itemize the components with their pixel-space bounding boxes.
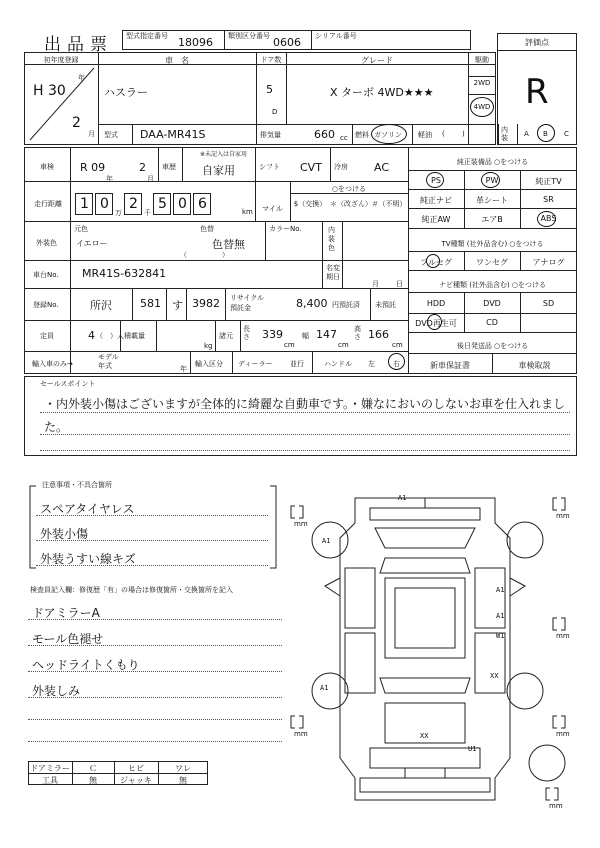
mark-a1-rl-wheel: A1	[320, 684, 329, 692]
grade: X ターボ 4WD★★★	[330, 86, 434, 99]
navi-dvd: DVD	[483, 299, 501, 308]
altered: ＊（改ざん）	[330, 200, 372, 208]
first-reg-month: 2	[72, 115, 81, 131]
form-number-label: 型式指定番号	[126, 32, 168, 40]
equip-tv: 純正TV	[535, 177, 562, 186]
recycle-unit: 円預託済	[332, 301, 360, 309]
tv-fullseg-circle	[426, 254, 440, 268]
width-label: 幅	[302, 332, 309, 340]
bt-mirror: ドアミラー	[30, 764, 70, 773]
mile-label: マイル	[262, 205, 283, 213]
equip-abs-circle	[537, 211, 556, 227]
orig-color-label: 元色	[74, 225, 88, 233]
equip-ps-circle	[426, 172, 444, 188]
reg-label: 登録No.	[33, 301, 59, 309]
navi-sd: SD	[542, 299, 555, 308]
car-name: ハスラー	[104, 86, 148, 99]
bt-tool: 工具	[42, 776, 58, 785]
drive-4wd: 4WD	[473, 103, 491, 111]
model-label: 型式	[104, 131, 118, 139]
inspection-month: 2	[139, 161, 146, 174]
fuel-circle	[371, 124, 407, 144]
capacity: 4	[88, 329, 95, 342]
mm-6: mm	[549, 802, 563, 810]
inspection-label: 車検	[40, 163, 54, 171]
model: DAA-MR41S	[140, 128, 206, 141]
tv-title: TV種類 (社外品含む) ○をつける	[441, 240, 544, 248]
later-manual: 車検取説	[518, 361, 551, 370]
equip-sr: SR	[543, 195, 554, 204]
mark-w1: W1	[496, 632, 505, 640]
recycle: 8,400	[296, 297, 328, 310]
length: 339	[262, 328, 283, 341]
inspector-item-4: 外装しみ	[32, 684, 81, 698]
recycle-label: リサイクル預託金	[230, 294, 265, 312]
class-number-box	[224, 30, 312, 50]
serial-box	[311, 30, 471, 50]
fuel: ガソリン	[374, 131, 402, 139]
mileage-label: 走行距離	[34, 200, 62, 208]
diagonal-slash	[24, 64, 98, 145]
equip-leather: 革シート	[476, 196, 508, 205]
bt-crack: ヒビ	[128, 764, 144, 773]
later-warranty: 新車保証書	[430, 361, 470, 370]
orig-color: イエロー	[76, 239, 108, 248]
mm-3: mm	[556, 632, 570, 640]
rating-label: 評価点	[525, 38, 549, 47]
interior-label: 内装	[501, 126, 508, 142]
mark-a1-front: A1	[398, 494, 407, 502]
navi-dvd-play-circle	[427, 314, 442, 330]
note-item-1: スペアタイヤレス	[40, 502, 135, 516]
grade-label: グレード	[361, 56, 393, 65]
bt-tool-val: 無	[89, 776, 97, 785]
sen-unit: 千	[144, 209, 151, 217]
color-paren: （ ）	[180, 251, 229, 259]
paren-open: (	[442, 130, 445, 138]
interior-c: C	[564, 130, 569, 138]
bt-break: ワレ	[175, 764, 191, 773]
fuel-label: 燃料	[355, 131, 369, 139]
navi-cd: CD	[486, 318, 498, 327]
model-year-label: モデル年式	[98, 353, 119, 370]
history: 自家用	[202, 164, 235, 177]
mark-xx-rear: XX	[420, 732, 429, 740]
cc-unit: cc	[340, 134, 348, 142]
capacity-label: 定員	[40, 332, 54, 340]
drive-2wd: 2WD	[473, 79, 491, 87]
color-change: 色替無	[212, 238, 245, 251]
unknown: ＃（不明）	[371, 200, 407, 208]
inspector-item-3: ヘッドライトくもり	[32, 658, 140, 672]
man-unit: 万	[115, 209, 122, 217]
note-item-3: 外装うすい線キズ	[40, 552, 136, 566]
notes-label: 注意事項・不具合箇所	[42, 481, 112, 489]
light-oil: 軽油	[418, 131, 432, 139]
navi-title: ナビ種類 (社外品含む) ○をつける	[438, 281, 547, 289]
handle-left: 左	[368, 360, 375, 368]
load-label: 積載量	[124, 332, 145, 340]
first-reg-label: 初年度登録	[43, 56, 79, 64]
handle-right-circle	[388, 353, 405, 370]
mark-a1-right-rear: A1	[496, 612, 505, 620]
equip-ps: PS	[431, 176, 441, 185]
reg-num: 581	[140, 297, 161, 310]
class-number: 0606	[273, 36, 301, 49]
interior-a: A	[524, 130, 529, 138]
exchange: $（交換）	[293, 200, 327, 208]
sales-point-box	[24, 376, 577, 456]
transfer-month: 月	[372, 280, 379, 288]
mark-xx-right: XX	[490, 672, 499, 680]
form-number: 18096	[178, 36, 213, 49]
kg-unit: kg	[204, 342, 213, 350]
reg-place: 所沢	[90, 299, 112, 312]
interior-b: B	[543, 130, 548, 138]
car-name-label: 車 名	[165, 56, 189, 65]
bt-jack-val: 無	[179, 776, 187, 785]
handle-right: 右	[393, 360, 400, 368]
doors-label: ドア数	[260, 56, 282, 64]
history-note: ※未記入は自家用	[200, 151, 248, 158]
handle-label: ハンドル	[324, 360, 352, 368]
class-number-label: 類別区分番号	[228, 32, 270, 40]
navi-hdd: HDD	[426, 299, 446, 308]
equip-airbag: エアB	[481, 215, 503, 224]
mm-5: mm	[556, 730, 570, 738]
tv-fullseg: フルセグ	[420, 258, 452, 267]
year-unit: 年	[78, 74, 85, 82]
mark-a1-fl-wheel: A1	[322, 537, 331, 545]
sales-point-line1: ・内外装小傷はございますが全体的に綺麗な自動車です。・嫌なにおいのしないお車を仕入れまし	[44, 397, 566, 411]
equip-aw: 純正AW	[421, 215, 451, 224]
inspection-month-unit: 月	[147, 175, 154, 183]
inspector-label: 検査員記入欄：修復歴「有」の場合は修復箇所・交換箇所を記入	[30, 586, 233, 594]
inspector-item-1: ドアミラーA	[32, 606, 100, 620]
shift-label: シフト	[259, 163, 280, 171]
mark-u1: U1	[468, 745, 477, 753]
recycle-none: 未預託	[375, 301, 396, 309]
equip-abs: ABS	[540, 214, 557, 223]
length-label: 長さ	[243, 325, 250, 341]
ac: AC	[374, 161, 390, 174]
color-label: 外装色	[36, 239, 57, 247]
interior-b-circle	[537, 124, 555, 142]
height-unit: cm	[392, 341, 403, 349]
inspection-r: R 09	[80, 161, 106, 174]
capacity-unit: （ ）人	[96, 332, 124, 340]
equip-navi: 純正ナビ	[420, 196, 452, 205]
bt-mirror-val: Ｃ	[89, 764, 97, 773]
paren-close: )	[462, 130, 465, 138]
sales-point-label: セールスポイント	[40, 380, 96, 388]
equip-pw: PW	[485, 176, 499, 185]
bt-jack: ジャッキ	[120, 776, 152, 785]
displacement-label: 排気量	[260, 131, 281, 139]
doors-d: D	[272, 108, 278, 116]
inspection-year-unit: 年	[106, 175, 113, 183]
equipment-title: 純正装備品 ○をつける	[456, 158, 529, 166]
height: 166	[368, 328, 389, 341]
color-no-label: カラーNo.	[269, 225, 302, 233]
mm-4: mm	[294, 730, 308, 738]
tv-oneseg: ワンセグ	[476, 258, 508, 267]
form-number-box	[122, 30, 225, 50]
note-item-2: 外装小傷	[40, 527, 89, 541]
first-reg-era: H 30	[33, 83, 66, 99]
width: 147	[316, 328, 337, 341]
month-unit: 月	[88, 130, 95, 138]
width-unit: cm	[338, 341, 349, 349]
dims-label: 諸元	[219, 332, 233, 340]
history-label: 車歴	[162, 163, 176, 171]
interior-color-label: 内装色	[328, 226, 335, 252]
transfer-day: 日	[396, 280, 403, 288]
sales-point-line2: た。	[44, 420, 69, 434]
color-change-label: 色替	[200, 225, 214, 233]
parallel: 並行	[290, 360, 304, 368]
mm-1: mm	[294, 520, 308, 528]
drive-label: 駆動	[475, 56, 489, 64]
serial-label: シリアル番号	[315, 32, 357, 40]
dealer: ディーラー	[238, 360, 273, 368]
later-title: 後日発送品 ○をつける	[456, 342, 529, 350]
height-label: 高さ	[354, 325, 361, 341]
km-unit: km	[242, 208, 253, 216]
ac-label: 冷房	[334, 163, 348, 171]
drive-4wd-circle	[470, 97, 494, 117]
transfer-label: 名変期日	[326, 264, 340, 281]
reg-no: 3982	[192, 297, 220, 310]
import-class-label: 輸入区分	[195, 360, 223, 368]
shift: CVT	[300, 161, 322, 174]
displacement: 660	[314, 128, 335, 141]
car-damage-diagram	[285, 478, 585, 818]
page-title: 出品票	[44, 35, 113, 55]
chassis: MR41S-632841	[82, 267, 167, 280]
tv-analog: アナログ	[532, 258, 565, 267]
inspector-item-2: モール色褪せ	[32, 632, 104, 646]
equip-pw-circle	[481, 172, 500, 188]
circle-note: ○をつける	[331, 185, 367, 193]
navi-dvd-play: DVD再生可	[415, 319, 457, 328]
length-unit: cm	[284, 341, 295, 349]
chassis-label: 車台No.	[33, 271, 59, 279]
mm-2: mm	[556, 512, 570, 520]
import-label: 輸入車のみ→	[32, 360, 73, 368]
model-year-unit: 年	[180, 365, 187, 373]
mark-a1-right-door: A1	[496, 586, 505, 594]
rating-value: R	[525, 72, 549, 112]
doors: 5	[266, 83, 273, 96]
reg-kana: す	[172, 299, 183, 312]
